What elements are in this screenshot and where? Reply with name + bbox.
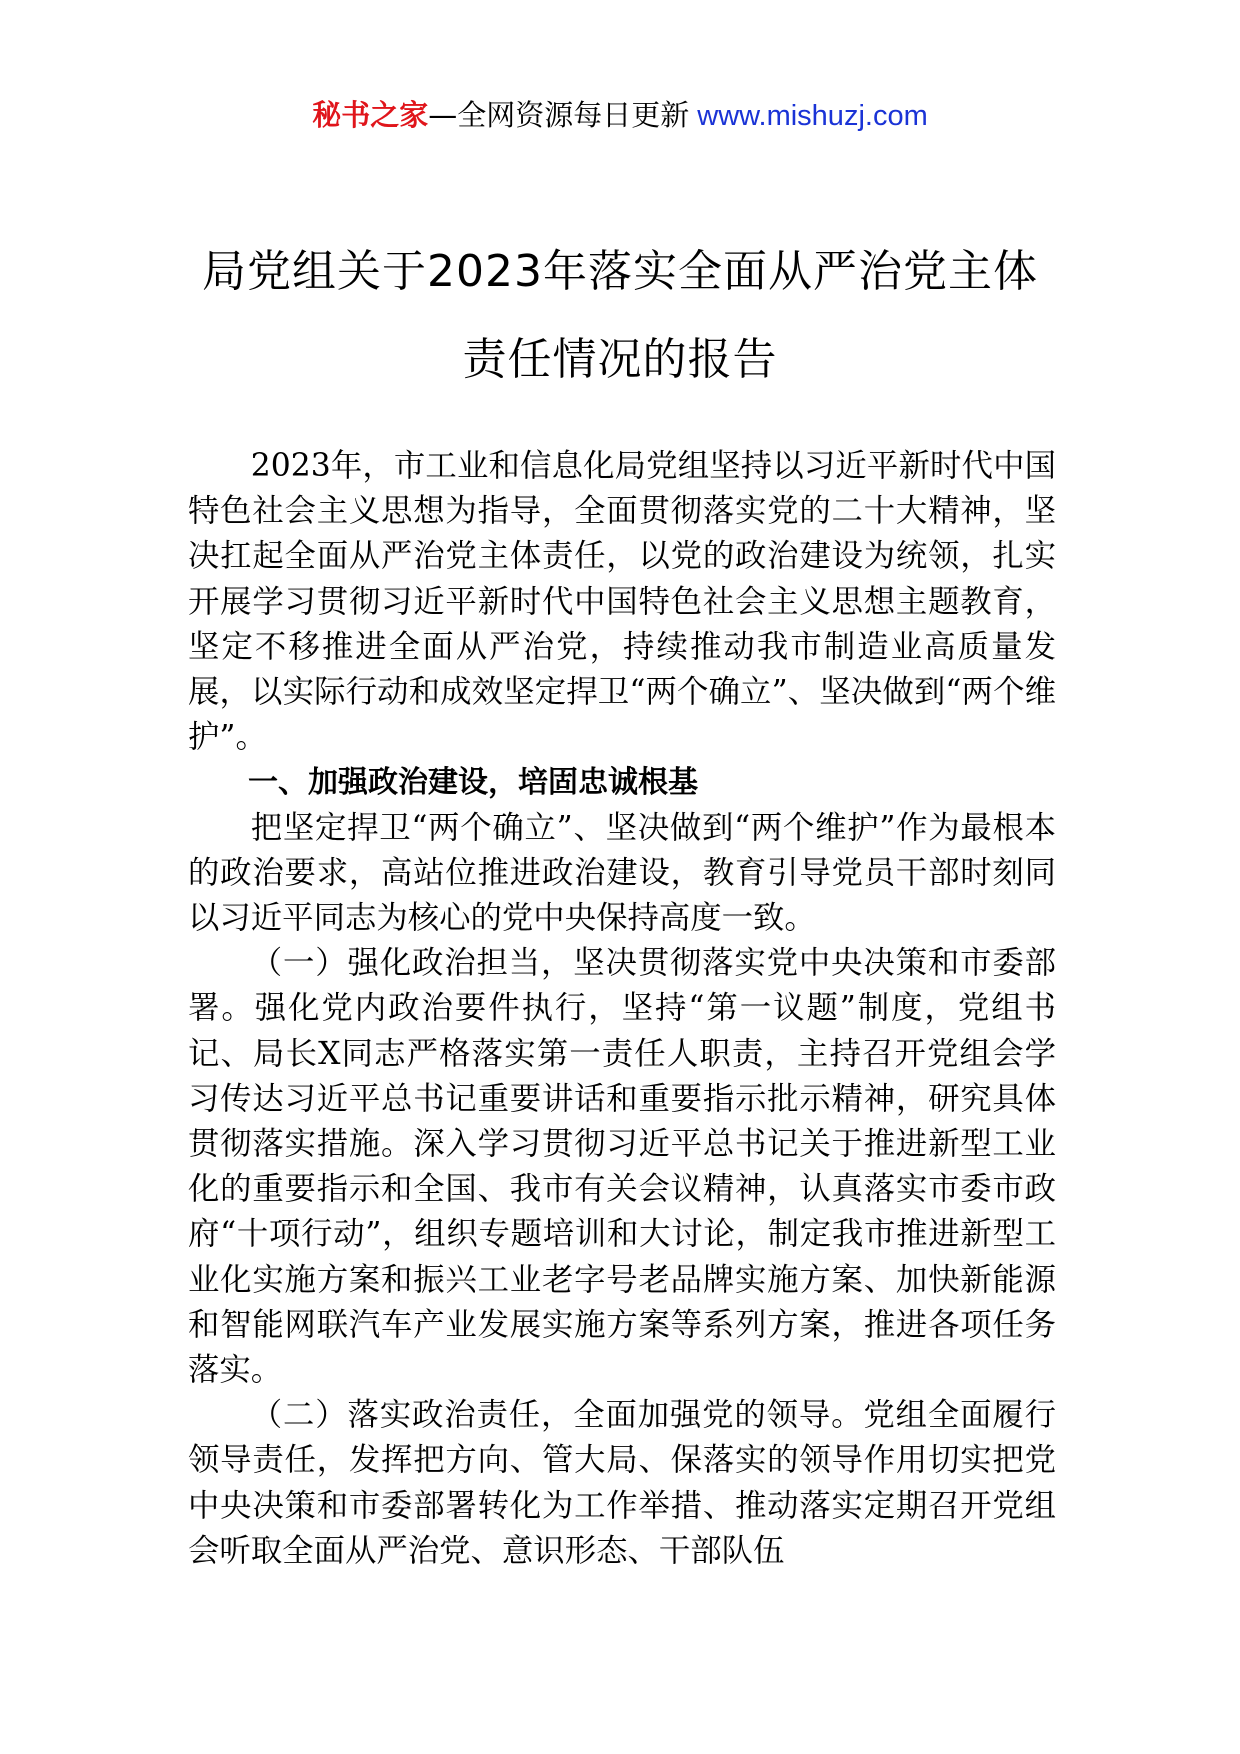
subsection-2-paragraph: （二）落实政治责任，全面加强党的领导。党组全面履行领导责任，发挥把方向、管大局、保落实的领导作用切实把党中央决策和市委部署转化为工作举措、推动落实定期召开党组会听取全面从严治党、意识形态、干部队伍 (188, 1397, 1056, 1569)
section-heading-1: 一、加强政治建设，培固忠诚根基 (248, 765, 698, 801)
document-title (150, 228, 1090, 404)
document-body (188, 444, 1056, 1574)
site-url-link[interactable]: www.mishuzj.com (697, 100, 928, 132)
title-line-1: 局党组关于2023年落实全面从严治党主体 (202, 246, 1038, 297)
site-tagline: —全网资源每日更新 (428, 98, 690, 132)
section-1-paragraph: 把坚定捍卫“两个确立”、坚决做到“两个维护”作为最根本的政治要求，高站位推进政治建设，教育引导党员干部时刻同以习近平同志为核心的党中央保持高度一致。 (188, 809, 1056, 937)
site-header (0, 95, 1240, 136)
title-line-2: 责任情况的报告 (462, 334, 778, 385)
subsection-1-paragraph: （一）强化政治担当，坚决贯彻落实党中央决策和市委部署。强化党内政治要件执行，坚持“第一议题”制度，党组书记、局长X同志严格落实第一责任人职责，主持召开党组会学习传达习近平总书记重要讲话和重要指示批示精神，研究具体贯彻落实措施。深入学习贯彻习近平总书记关于推进新型工业化的重要指示和全国、我市有关会议精神，认真落实市委市政府“十项行动”，组织专题培训和大讨论，制定我市推进新型工业化实施方案和振兴工业老字号老品牌实施方案、加快新能源和智能网联汽车产业发展实施方案等系列方案，推进各项任务落实。 (188, 945, 1056, 1389)
intro-paragraph: 2023年，市工业和信息化局党组坚持以习近平新时代中国特色社会主义思想为指导，全面贯彻落实党的二十大精神，坚决扛起全面从严治党主体责任，以党的政治建设为统领，扎实开展学习贯彻习近平新时代中国特色社会主义思想主题教育，坚定不移推进全面从严治党，持续推动我市制造业高质量发展，以实际行动和成效坚定捍卫“两个确立”、坚决做到“两个维护”。 (188, 448, 1056, 756)
site-brand: 秘书之家 (312, 98, 429, 132)
